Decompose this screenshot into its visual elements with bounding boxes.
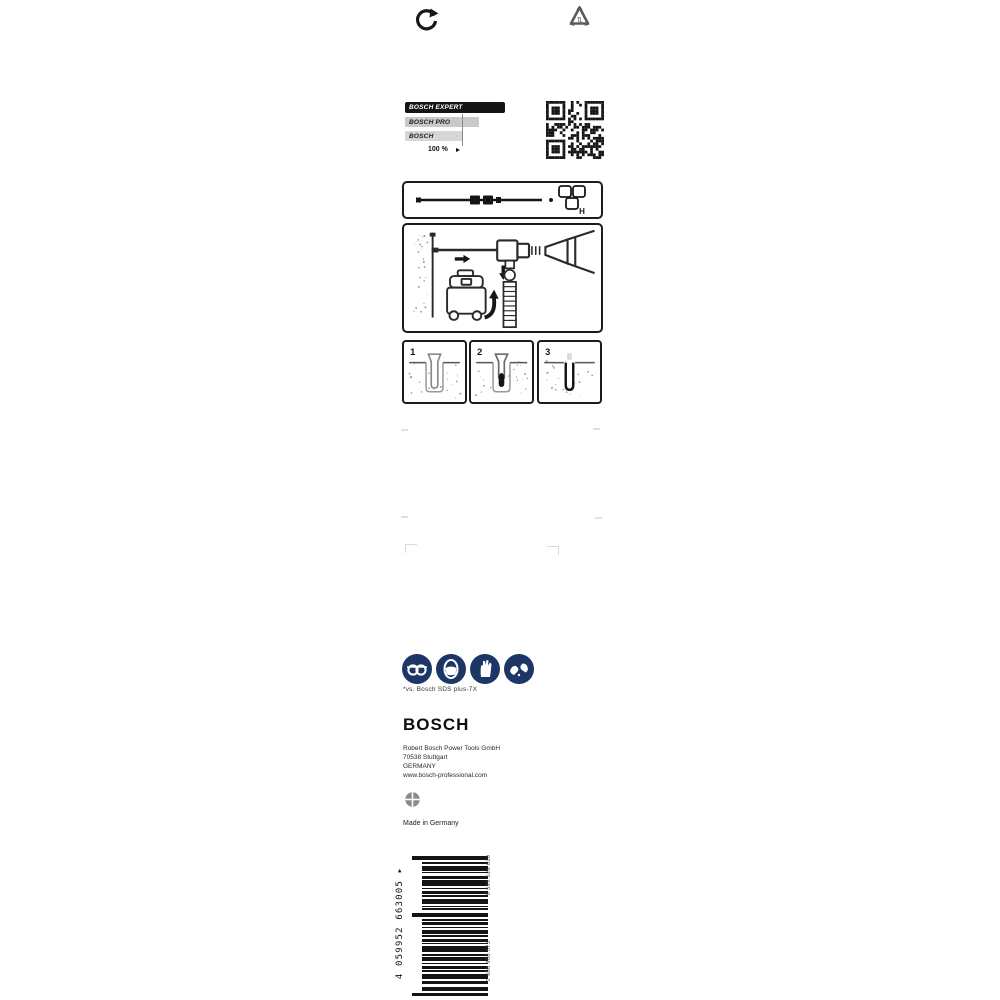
flow-right-arrow	[455, 255, 470, 263]
step-panel-2	[469, 340, 534, 404]
barcode-bar	[412, 856, 488, 860]
barcode-bar	[422, 862, 488, 864]
expert-bar-label: BOSCH EXPERT	[409, 104, 463, 111]
ean-number: 4 059952 663005 ▸	[395, 866, 405, 980]
recyclable-triangle-icon	[568, 5, 591, 28]
barcode-bar	[422, 974, 488, 979]
barcode-bar	[422, 876, 488, 879]
barcode-bar	[422, 872, 488, 873]
vacuum-cleaner	[447, 270, 486, 320]
pro-bar	[405, 117, 479, 127]
step-panel-1	[402, 340, 467, 404]
manufacturer-address	[403, 744, 500, 780]
chuck-icon	[559, 186, 585, 209]
barcode-bar	[422, 970, 488, 972]
chart-scale-label: 100 %	[428, 146, 448, 153]
barcode-bar	[422, 930, 488, 935]
barcode-bar	[422, 981, 488, 984]
bosch-logo: BOSCH	[403, 715, 470, 734]
standard-bar-label: BOSCH	[409, 132, 434, 140]
barcode-bar	[422, 866, 488, 871]
barcode-bar	[422, 880, 488, 886]
diecut-mark	[593, 428, 600, 430]
diecut-corner	[547, 546, 559, 555]
wall-pin	[430, 233, 436, 237]
bit-tip	[567, 353, 572, 360]
chuck-h-label: H	[579, 207, 585, 216]
barcode-bar	[422, 899, 488, 904]
barcode-bar	[422, 963, 488, 964]
barcode-bar	[422, 943, 488, 944]
barcode-bar	[422, 922, 488, 925]
chart-scale-arrow	[456, 148, 460, 152]
recycle-icon	[414, 6, 440, 32]
address-line: www.bosch-professional.com	[403, 772, 488, 779]
step-panel-3	[537, 340, 602, 404]
wash-hands-icon	[504, 654, 534, 684]
barcode-bar	[422, 957, 488, 961]
standard-bar	[405, 131, 463, 141]
ean-guard-mark: ▸	[395, 866, 405, 874]
diecut-mark	[401, 516, 408, 518]
wear-gloves-icon	[470, 654, 500, 684]
extraction-adapter	[497, 240, 529, 260]
wear-eye-protection-icon	[402, 654, 432, 684]
diecut-corner	[405, 544, 417, 553]
svg-text:1: 1	[410, 347, 416, 358]
barcode-bar	[422, 888, 488, 889]
barcode-side-code-top: 0 599 526 630	[486, 854, 492, 896]
svg-text:2: 2	[477, 347, 483, 358]
dust-extraction-scene-panel	[402, 223, 603, 333]
address-line: GERMANY	[403, 763, 436, 770]
drill-bit-panel	[402, 181, 603, 219]
ean-barcode	[412, 856, 488, 996]
barcode-bar	[422, 966, 488, 969]
hammer-drill	[545, 231, 594, 273]
wear-dust-mask-icon	[436, 654, 466, 684]
barcode-bar	[422, 891, 488, 894]
barcode-bar	[422, 954, 488, 956]
svg-text:3: 3	[545, 347, 551, 358]
made-in-label: Made in Germany	[403, 820, 459, 827]
barcode-bar	[422, 919, 488, 921]
chart-reference-line	[462, 114, 463, 146]
barcode-bar	[422, 908, 488, 910]
globe-icon	[404, 791, 421, 808]
address-line: 70538 Stuttgart	[403, 754, 448, 761]
barcode-bar	[422, 987, 488, 991]
qr-code	[546, 101, 604, 159]
barcode-bar	[422, 935, 488, 937]
barcode-bar	[422, 927, 488, 928]
clean-hole	[566, 363, 574, 390]
dust-extraction-diagram	[404, 225, 601, 331]
extraction-hose	[503, 261, 516, 327]
diecut-mark	[595, 517, 602, 519]
barcode-bar	[412, 913, 488, 917]
pro-bar-label: BOSCH PRO	[409, 118, 451, 126]
barcode-bar	[422, 895, 488, 897]
barcode-bar	[422, 906, 488, 907]
suction-curved-arrow	[485, 290, 499, 318]
dust-in-hole	[499, 373, 505, 387]
svg-text:⇅: ⇅	[576, 17, 583, 24]
barcode-bar	[422, 946, 488, 952]
drill-bit-diagram	[404, 183, 601, 217]
barcode-bar	[412, 993, 488, 996]
footnote-text: *vs. Bosch SDS plus-7X	[403, 686, 478, 693]
barcode-bar	[422, 939, 488, 942]
address-line: Robert Bosch Power Tools GmbH	[403, 745, 501, 752]
drill-bit-in-hole	[428, 354, 440, 388]
barcode-side-code-bottom: 2 608 900 573	[486, 940, 492, 982]
expert-bar	[405, 102, 505, 113]
diecut-mark	[401, 429, 408, 431]
performance-comparison-chart	[405, 102, 565, 141]
